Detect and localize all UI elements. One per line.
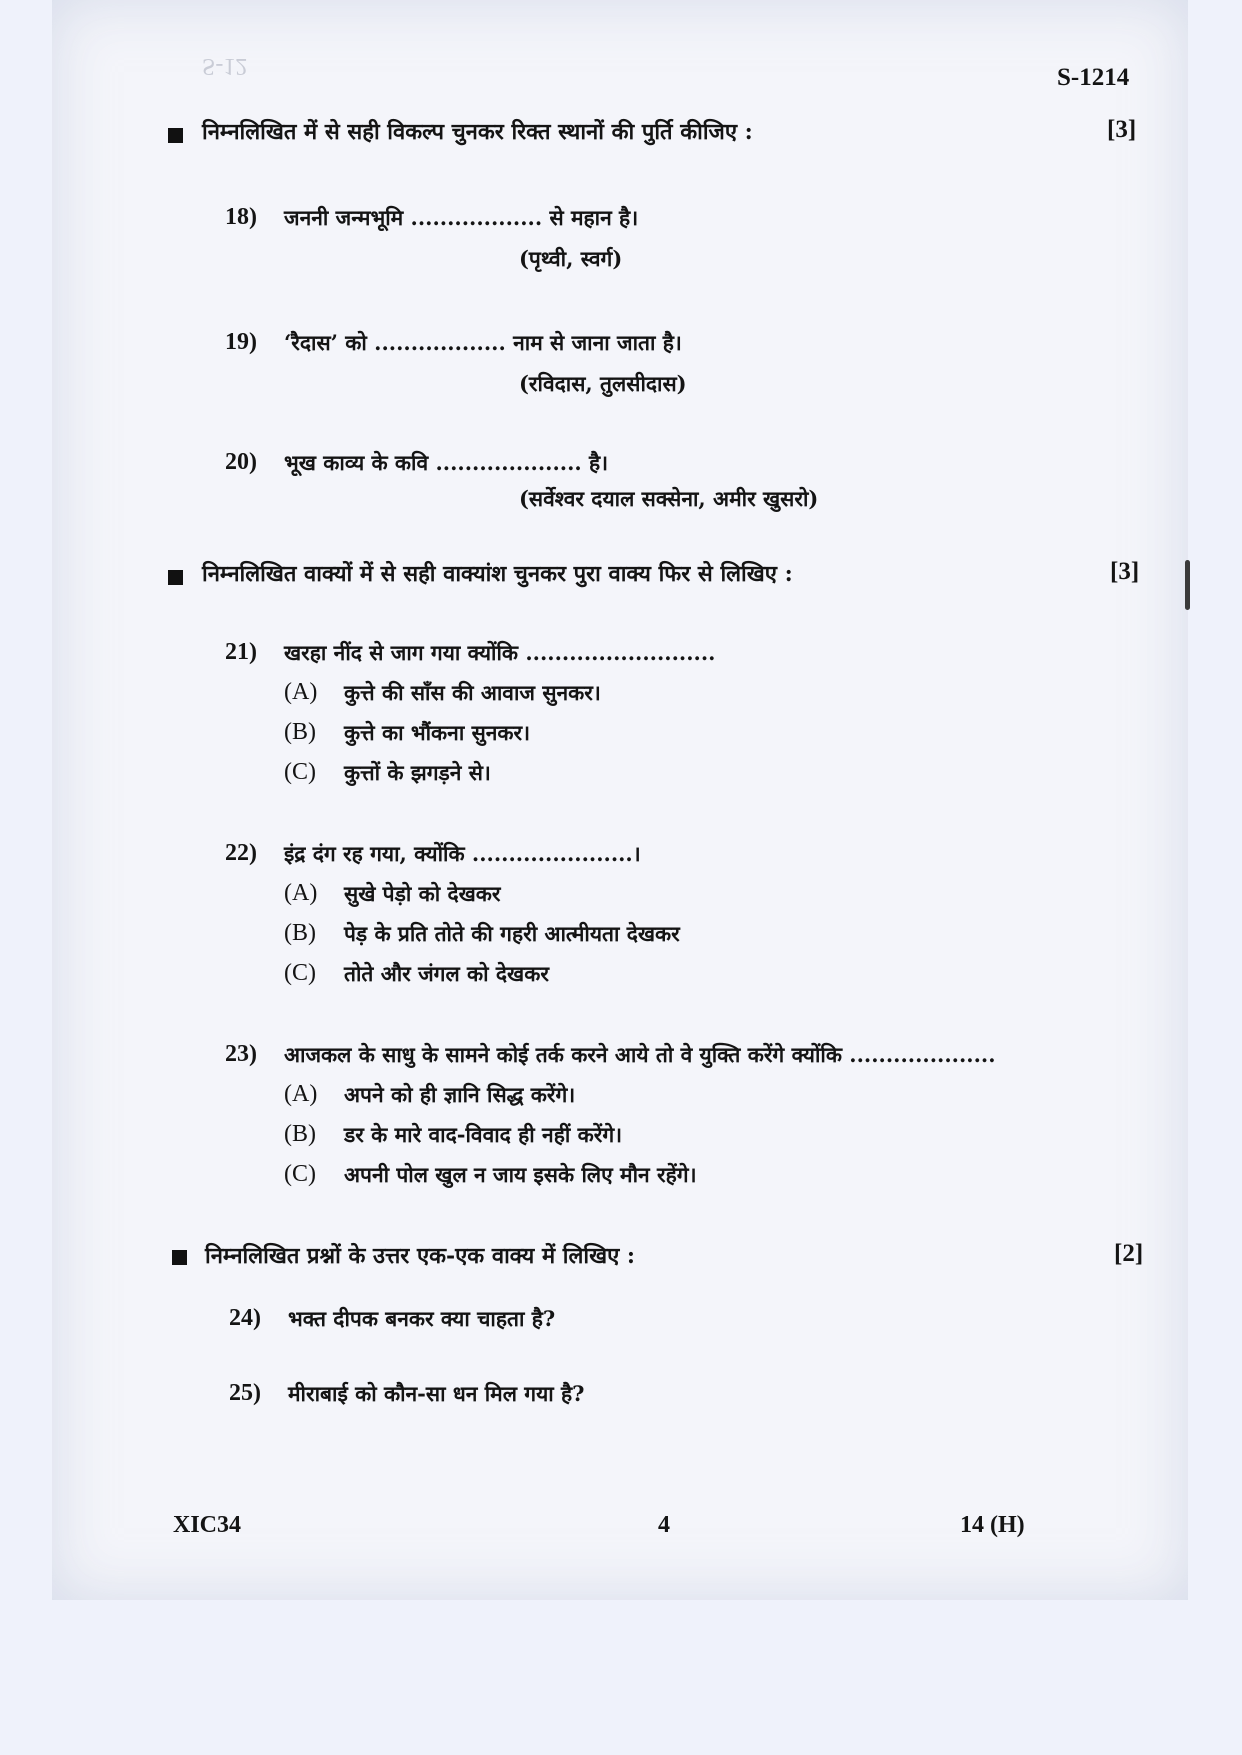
question-number: 24)	[229, 1305, 261, 1331]
question-hint: (सर्वेश्वर दयाल सक्सेना, अमीर खुसरो)	[519, 486, 819, 511]
option-label: (C)	[284, 1161, 316, 1187]
section-2-bullet	[168, 570, 183, 585]
question-text: आजकल के साधु के सामने कोई तर्क करने आये तो वे युक्ति करेंगे क्योंकि ....................	[284, 1042, 996, 1067]
question-number: 20)	[225, 449, 257, 475]
question-number: 22)	[225, 840, 257, 866]
section-1-instruction: निम्नलिखित में से सही विकल्प चुनकर रिक्त स्थानों की पुर्ति कीजिए :	[202, 119, 753, 145]
option-label: (B)	[284, 920, 316, 946]
option-label: (B)	[284, 1121, 316, 1147]
question-text: ‘रैदास’ को .................. नाम से जाना जाता है।	[284, 330, 682, 355]
option-label: (B)	[284, 719, 316, 745]
option-label: (A)	[284, 679, 318, 705]
question-number: 25)	[229, 1380, 261, 1406]
option-text: कुत्ते की साँस की आवाज सुनकर।	[344, 680, 601, 705]
page-number: 4	[658, 1512, 670, 1538]
section-2-marks: [3]	[1110, 558, 1140, 585]
question-number: 18)	[225, 204, 257, 230]
option-text: तोते और जंगल को देखकर	[344, 961, 549, 986]
paper-code: S-1214	[1057, 64, 1130, 91]
option-label: (A)	[284, 880, 318, 906]
option-label: (A)	[284, 1081, 318, 1107]
option-text: अपनी पोल खुल न जाय इसके लिए मौन रहेंगे।	[344, 1162, 697, 1187]
question-text: मीराबाई को कौन-सा धन मिल गया है?	[288, 1381, 585, 1406]
question-number: 23)	[225, 1041, 257, 1067]
footer-version: 14 (H)	[960, 1512, 1025, 1538]
option-text: पेड़ के प्रति तोते की गहरी आत्मीयता देखकर	[344, 921, 680, 946]
section-1-bullet	[168, 128, 183, 143]
option-text: डर के मारे वाद-विवाद ही नहीं करेंगे।	[344, 1122, 623, 1147]
question-hint: (रविदास, तुलसीदास)	[519, 371, 687, 396]
question-text: खरहा नींद से जाग गया क्योंकि ..........................	[284, 640, 716, 665]
footer-subject-code: XIC34	[173, 1512, 242, 1538]
section-2-instruction: निम्नलिखित वाक्यों में से सही वाक्यांश चुनकर पुरा वाक्य फिर से लिखिए :	[202, 561, 793, 587]
option-text: कुत्तों के झगड़ने से।	[344, 760, 491, 785]
section-3-marks: [2]	[1114, 1240, 1144, 1267]
question-text: भक्त दीपक बनकर क्या चाहता है?	[288, 1306, 556, 1331]
section-3-instruction: निम्नलिखित प्रश्नों के उत्तर एक-एक वाक्य में लिखिए :	[205, 1243, 636, 1269]
option-label: (C)	[284, 759, 316, 785]
question-number: 19)	[225, 329, 257, 355]
bleed-through-text: S-12	[202, 53, 248, 79]
option-text: अपने को ही ज्ञानि सिद्ध करेंगे।	[344, 1082, 576, 1107]
question-text: इंद्र दंग रह गया, क्योंकि ......................।	[284, 841, 641, 866]
question-text: भूख काव्य के कवि .................... है।	[284, 450, 609, 475]
option-text: सुखे पेड़ो को देखकर	[344, 881, 501, 906]
question-number: 21)	[225, 639, 257, 665]
option-label: (C)	[284, 960, 316, 986]
section-3-bullet	[172, 1250, 187, 1265]
question-hint: (पृथ्वी, स्वर्ग)	[519, 246, 623, 271]
section-1-marks: [3]	[1107, 116, 1137, 143]
exam-page	[52, 0, 1188, 1600]
question-text: जननी जन्मभूमि .................. से महान है।	[284, 205, 639, 230]
option-text: कुत्ते का भौंकना सुनकर।	[344, 720, 531, 745]
